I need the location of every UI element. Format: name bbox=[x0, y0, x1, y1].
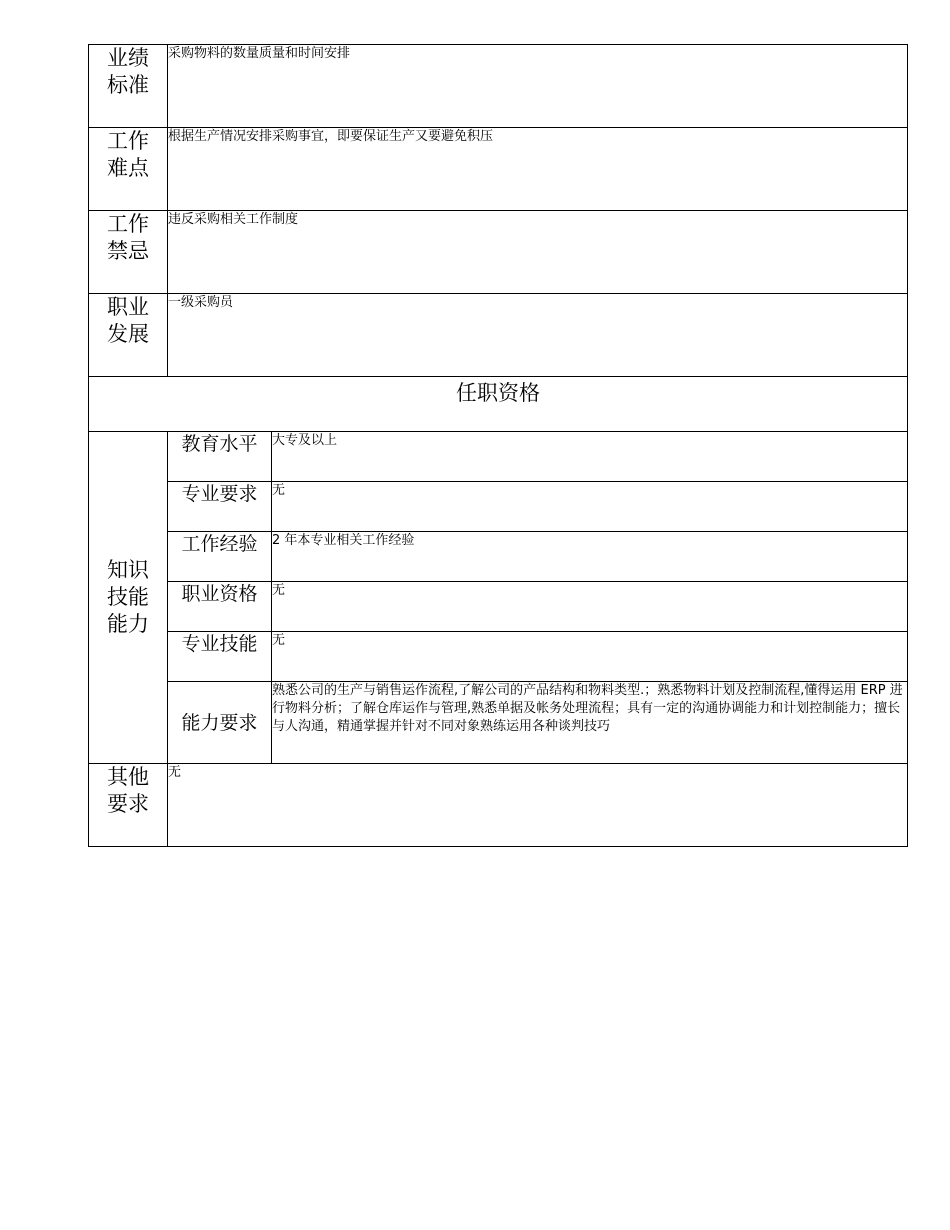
row-work-taboo bbox=[89, 211, 908, 294]
label-other-requirements bbox=[89, 764, 168, 847]
label-knowledge-skills-ability bbox=[89, 432, 168, 764]
value-text: 无 bbox=[168, 765, 182, 780]
label-line: 标准 bbox=[107, 73, 149, 97]
label-line: 工作 bbox=[107, 212, 149, 236]
row-qualifications-title bbox=[89, 377, 908, 432]
label-line: 职业 bbox=[107, 295, 149, 319]
label-major-requirement: 专业要求 bbox=[168, 482, 272, 532]
label-line: 要求 bbox=[107, 792, 149, 816]
label-line: 工作 bbox=[107, 129, 149, 153]
label-work-taboo bbox=[89, 211, 168, 294]
label-career-development bbox=[89, 294, 168, 377]
qual-row-ability bbox=[89, 682, 908, 764]
label-education: 教育水平 bbox=[168, 432, 272, 482]
qual-row-experience bbox=[89, 532, 908, 582]
qual-row-major bbox=[89, 482, 908, 532]
value-text: 违反采购相关工作制度 bbox=[168, 212, 299, 227]
value-text: 一级采购员 bbox=[168, 295, 234, 310]
value-work-taboo bbox=[168, 211, 908, 294]
qual-row-certification bbox=[89, 582, 908, 632]
value-text: 采购物料的数量质量和时间安排 bbox=[168, 46, 351, 61]
label-line: 发展 bbox=[107, 322, 149, 346]
job-description-table bbox=[88, 44, 908, 847]
value-text: 根据生产情况安排采购事宜，即要保证生产又要避免积压 bbox=[168, 129, 494, 144]
value-career-development bbox=[168, 294, 908, 377]
label-line: 业绩 bbox=[107, 46, 149, 70]
qual-row-skills bbox=[89, 632, 908, 682]
value-major-requirement: 无 bbox=[272, 482, 908, 532]
label-line: 能力 bbox=[107, 612, 149, 636]
label-professional-skills: 专业技能 bbox=[168, 632, 272, 682]
label-ability-requirement: 能力要求 bbox=[168, 682, 272, 764]
value-work-experience: 2 年本专业相关工作经验 bbox=[272, 532, 908, 582]
label-line: 技能 bbox=[107, 585, 149, 609]
label-line: 知识 bbox=[107, 558, 149, 582]
label-line: 难点 bbox=[107, 156, 149, 180]
value-professional-skills: 无 bbox=[272, 632, 908, 682]
value-performance-standard bbox=[168, 45, 908, 128]
section-title: 任职资格 bbox=[89, 377, 908, 432]
label-work-experience: 工作经验 bbox=[168, 532, 272, 582]
row-career-development bbox=[89, 294, 908, 377]
label-line: 其他 bbox=[107, 765, 149, 789]
label-certification: 职业资格 bbox=[168, 582, 272, 632]
row-work-difficulty bbox=[89, 128, 908, 211]
label-performance-standard bbox=[89, 45, 168, 128]
label-work-difficulty bbox=[89, 128, 168, 211]
value-work-difficulty bbox=[168, 128, 908, 211]
value-education: 大专及以上 bbox=[272, 432, 908, 482]
value-ability-requirement: 熟悉公司的生产与销售运作流程,了解公司的产品结构和物料类型.；熟悉物料计划及控制流程,懂得运用 ERP 进行物料分析；了解仓库运作与管理,熟悉单据及帐务处理流程；具有一定的沟通协调能力和计划控制能力；擅长与人沟通，精通掌握并针对不同对象熟练运用各种谈判技巧 bbox=[272, 682, 908, 764]
qual-row-education bbox=[89, 432, 908, 482]
value-certification: 无 bbox=[272, 582, 908, 632]
label-line: 禁忌 bbox=[107, 239, 149, 263]
row-performance-standard bbox=[89, 45, 908, 128]
row-other-requirements bbox=[89, 764, 908, 847]
value-other-requirements bbox=[168, 764, 908, 847]
